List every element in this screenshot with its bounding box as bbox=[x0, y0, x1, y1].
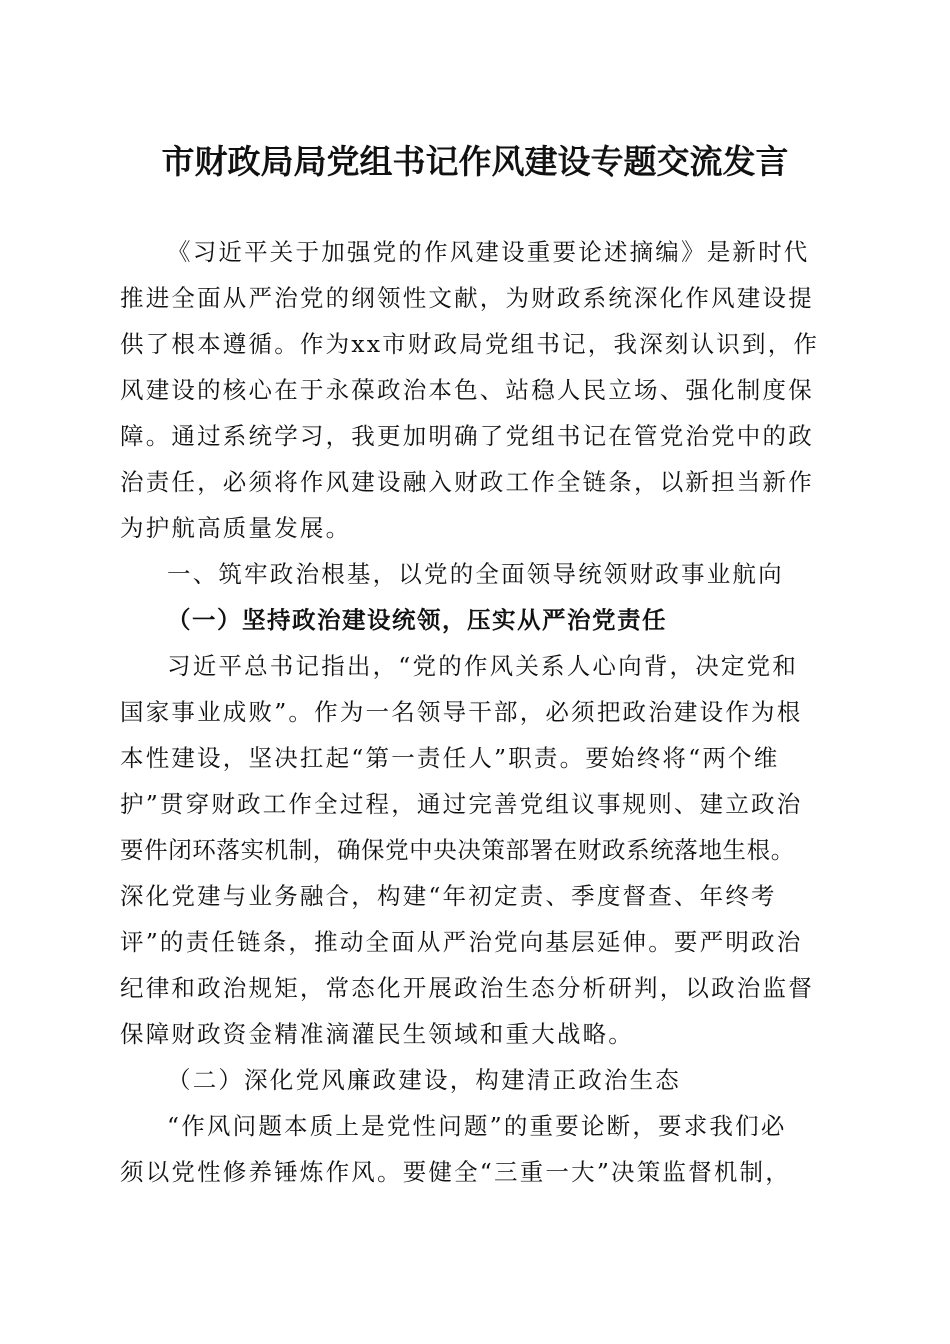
text-line: 为护航高质量发展。 bbox=[120, 514, 352, 542]
text-line: 供了根本遵循。作为xx市财政局党组书记，我深刻认识到，作 bbox=[120, 330, 820, 358]
subsection1-paragraph bbox=[120, 643, 836, 1057]
subsection-heading: （二）深化党风廉政建设，构建清正政治生态 bbox=[167, 1066, 681, 1094]
text-line: 深化党建与业务融合，构建“年初定责、季度督查、年终考 bbox=[120, 882, 777, 910]
text-line: 保障财政资金精准滴灌民生领域和重大战略。 bbox=[120, 1020, 634, 1048]
document-title: 市财政局局党组书记作风建设专题交流发言 bbox=[161, 142, 789, 181]
subsection-heading: （一）坚持政治建设统领，压实从严治党责任 bbox=[167, 606, 667, 634]
text-line: 治责任，必须将作风建设融入财政工作全链条，以新担当新作 bbox=[120, 468, 814, 496]
text-line: “作风问题本质上是党性问题”的重要论断，要求我们必 bbox=[167, 1112, 787, 1140]
text-line: 要件闭环落实机制，确保党中央决策部署在财政系统落地生根。 bbox=[120, 836, 795, 864]
text-line: 习近平总书记指出，“党的作风关系人心向背，决定党和 bbox=[167, 652, 799, 680]
text-line: 须以党性修养锤炼作风。要健全“三重一大”决策监督机制， bbox=[120, 1158, 791, 1186]
text-line: 国家事业成败”。作为一名领导干部，必须把政治建设作为根 bbox=[120, 698, 803, 726]
text-line: 护”贯穿财政工作全过程，通过完善党组议事规则、建立政治 bbox=[120, 790, 803, 818]
text-line: 评”的责任链条，推动全面从严治党向基层延伸。要严明政治 bbox=[120, 928, 803, 956]
section-heading: 一、筑牢政治根基，以党的全面领导统领财政事业航向 bbox=[167, 560, 784, 588]
document-body bbox=[120, 229, 836, 1195]
text-line: 障。通过系统学习，我更加明确了党组书记在管党治党中的政 bbox=[120, 422, 814, 450]
subsection2-paragraph bbox=[120, 1103, 836, 1195]
text-line: 推进全面从严治党的纲领性文献，为财政系统深化作风建设提 bbox=[120, 284, 814, 312]
intro-paragraph bbox=[120, 229, 836, 551]
text-line: 《习近平关于加强党的作风建设重要论述摘编》是新时代 bbox=[167, 238, 810, 266]
text-line: 风建设的核心在于永葆政治本色、站稳人民立场、强化制度保 bbox=[120, 376, 814, 404]
text-line: 本性建设，坚决扛起“第一责任人”职责。要始终将“两个维 bbox=[120, 744, 780, 772]
text-line: 纪律和政治规矩，常态化开展政治生态分析研判，以政治监督 bbox=[120, 974, 814, 1002]
